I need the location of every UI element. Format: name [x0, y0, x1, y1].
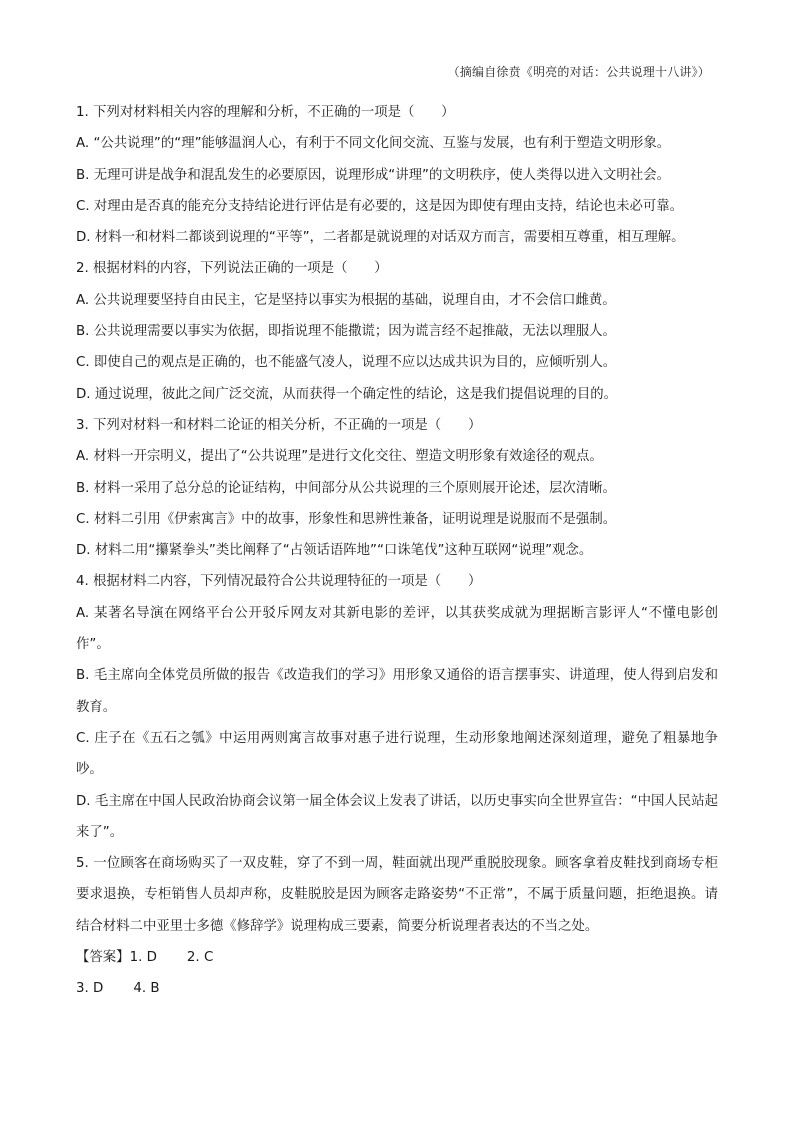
question-content: [76, 97, 718, 1005]
answer-line-1: [76, 942, 718, 973]
q2-option-c: C. 即使自己的观点是正确的，也不能盛气凌人，说理不应以达成共识为目的，应倾听别人。: [76, 355, 617, 371]
q2-option-a: A. 公共说理要坚持自由民主，它是坚持以事实为根据的基础，说理自由，才不会信口雌黄。: [76, 292, 616, 308]
q1-option-b: B. 无理可讲是战争和混乱发生的必要原因，说理形成“讲理”的文明秩序，使人类得以进入文明社会。: [76, 167, 670, 183]
q2-option-b: B. 公共说理需要以事实为依据，即指说理不能撒谎；因为谎言经不起推敲，无法以理服人。: [76, 324, 616, 340]
q3-option-b: B. 材料一采用了总分总的论证结构，中间部分从公共说理的三个原则展开论述，层次清晰。: [76, 480, 616, 496]
q1-option-c: C. 对理由是否真的能充分支持结论进行评估是有必要的，这是因为即使有理由支持，结论也未必可靠。: [76, 198, 684, 214]
q4-option-a: A. 某著名导演在网络平台公开驳斥网友对其新电影的差评，以其获奖成就为理据断言影评人“不懂电影创作”。: [76, 605, 718, 653]
q3-option-d: D. 材料二用“攥紧拳头”类比阐释了“占领话语阵地”“口诛笔伐”这种互联网“说理”观念。: [76, 543, 593, 559]
answer-3: 3. D: [76, 981, 104, 997]
source-note: （摘编自徐贲《明亮的对话：公共说理十八讲》）: [447, 65, 710, 79]
q5-stem: 5. 一位顾客在商场购买了一双皮鞋，穿了不到一周，鞋面就出现严重脱胶现象。顾客拿着皮鞋找到商场专柜要求退换，专柜销售人员却声称，皮鞋脱胶是因为顾客走路姿势“不正常”，不属于质量问题，拒绝退换。请结合材料二中亚里士多德《修辞学》说理构成三要素，简要分析说理者表达的不当之处。: [76, 856, 718, 934]
q4-option-b: B. 毛主席向全体党员所做的报告《改造我们的学习》用形象又通俗的语言摆事实、讲道理，使人得到启发和教育。: [76, 668, 718, 715]
q3-stem: 3. 下列对材料一和材料二论证的相关分析，不正确的一项是（ ）: [76, 417, 482, 433]
answer-label: 【答案】: [76, 950, 130, 966]
q1-option-a: A. “公共说理”的“理”能够温润人心，有利于不同文化间交流、互鉴与发展，也有利于塑造文明形象。: [76, 136, 671, 152]
answer-2: 2. C: [186, 950, 214, 966]
q1-option-d: D. 材料一和材料二都谈到说理的“平等”，二者都是就说理的对话双方而言，需要相互尊重，相互理解。: [76, 230, 685, 246]
answer-1: 1. D: [129, 950, 157, 966]
q4-option-d: D. 毛主席在中国人民政治协商会议第一届全体会议上发表了讲话，以历史事实向全世界宣告：“中国人民站起来了”。: [76, 793, 718, 840]
q1-stem: 1. 下列对材料相关内容的理解和分析，不正确的一项是（ ）: [76, 105, 455, 120]
q2-stem: 2. 根据材料的内容，下列说法正确的一项是（ ）: [76, 261, 388, 277]
q4-option-c: C. 庄子在《五石之瓠》中运用两则寓言故事对惠子进行说理，生动形象地阐述深刻道理，避免了粗暴地争吵。: [76, 730, 718, 778]
q4-stem: 4. 根据材料二内容，下列情况最符合公共说理特征的一项是（ ）: [76, 574, 482, 590]
q2-option-d: D. 通过说理，彼此之间广泛交流，从而获得一个确定性的结论，这是我们提倡说理的目的。: [76, 386, 618, 402]
q3-option-a: A. 材料一开宗明义，提出了“公共说理”是进行文化交往、塑造文明形象有效途径的观点。: [76, 449, 603, 465]
answer-line-2: [76, 973, 718, 1004]
q3-option-c: C. 材料二引用《伊索寓言》中的故事，形象性和思辨性兼备，证明说理是说服而不是强制。: [76, 511, 617, 527]
answer-4: 4. B: [133, 981, 160, 997]
